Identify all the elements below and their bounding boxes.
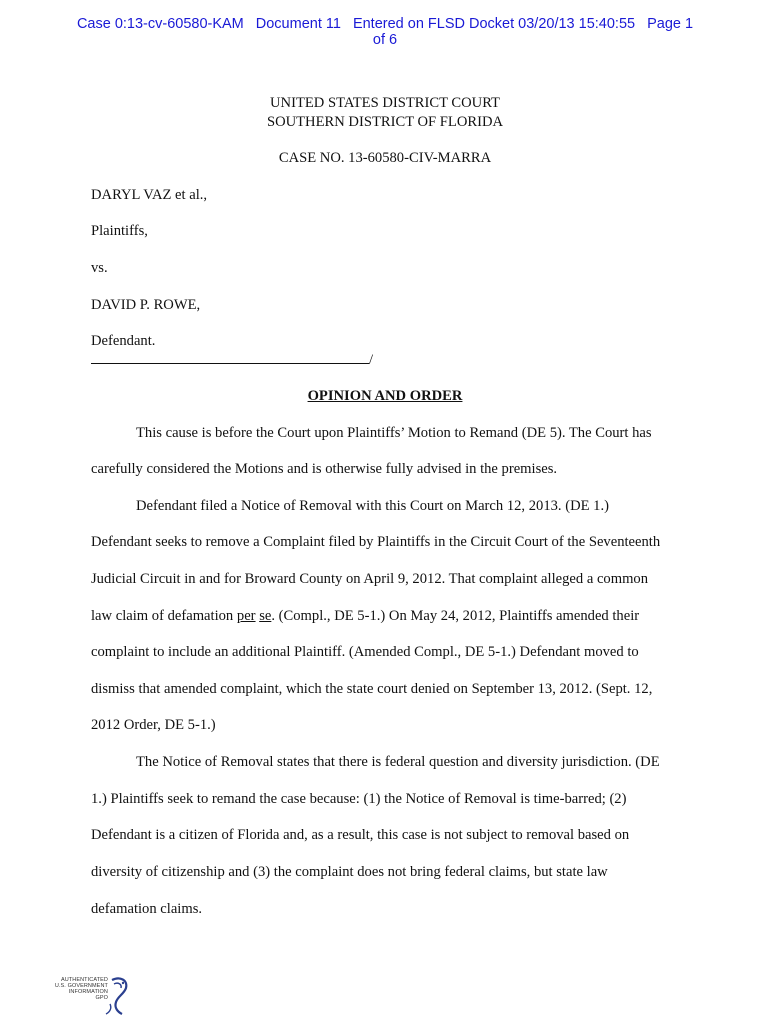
page-number-stamp: Page 1 xyxy=(647,16,694,32)
text-run: law claim of defamation xyxy=(91,608,237,624)
plaintiff-role: Plaintiffs, xyxy=(91,223,148,239)
page-count-stamp: of 6 xyxy=(372,32,398,48)
paragraph-line: Defendant seeks to remove a Complaint filed by Plaintiffs in the Circuit Court of the Seventeenth xyxy=(91,534,661,550)
paragraph-line: complaint to include an additional Plaintiff. (Amended Compl., DE 5-1.) Defendant moved to xyxy=(91,644,639,660)
text-run: . (Compl., DE 5-1.) On May 24, 2012, Plaintiffs amended their xyxy=(271,608,640,624)
court-district: SOUTHERN DISTRICT OF FLORIDA xyxy=(266,114,504,130)
caption-underline xyxy=(91,351,369,364)
caption-rule xyxy=(91,351,373,369)
gpo-logo-line: AUTHENTICATED xyxy=(60,977,108,983)
defendant-name: DAVID P. ROWE, xyxy=(91,297,201,313)
paragraph-line: diversity of citizenship and (3) the complaint does not bring federal claims, but state law xyxy=(91,864,608,880)
paragraph-line xyxy=(91,607,681,625)
docket-header xyxy=(0,16,770,48)
paragraph-line: 2012 Order, DE 5-1.) xyxy=(91,717,216,733)
paragraph-line: The Notice of Removal states that there is federal question and diversity jurisdiction. (DE xyxy=(136,754,660,770)
eagle-icon xyxy=(44,974,134,1018)
gpo-logo-line: U.S. GOVERNMENT xyxy=(54,983,108,989)
caption-slash: / xyxy=(369,352,374,368)
paragraph-line: defamation claims. xyxy=(91,901,203,917)
gpo-logo-line: GPO xyxy=(95,995,108,1001)
defendant-role: Defendant. xyxy=(91,333,156,349)
paragraph-line: carefully considered the Motions and is otherwise fully advised in the premises. xyxy=(91,461,558,477)
gpo-logo-line: INFORMATION xyxy=(68,989,108,995)
gpo-authentication-logo xyxy=(44,974,134,1018)
document-number-stamp: Document 11 xyxy=(255,16,341,32)
court-title xyxy=(0,94,770,132)
paragraph-line: dismiss that amended complaint, which the state court denied on September 13, 2012. (Sept. 12, xyxy=(91,681,653,697)
case-number: CASE NO. 13-60580-CIV-MARRA xyxy=(278,150,492,166)
court-name: UNITED STATES DISTRICT COURT xyxy=(270,95,500,111)
case-number-stamp: Case 0:13-cv-60580-KAM xyxy=(76,16,244,32)
docket-header-line1 xyxy=(0,16,770,32)
versus-label: vs. xyxy=(91,260,108,276)
latin-se: se xyxy=(259,608,272,624)
latin-per: per xyxy=(236,608,256,624)
paragraph-line: Defendant is a citizen of Florida and, as a result, this case is not subject to removal based on xyxy=(91,827,630,843)
paragraph-line: 1.) Plaintiffs seek to remand the case because: (1) the Notice of Removal is time-barred; (2) xyxy=(91,791,627,807)
paragraph-line: This cause is before the Court upon Plaintiffs’ Motion to Remand (DE 5). The Court has xyxy=(136,425,652,441)
opinion-title: OPINION AND ORDER xyxy=(307,388,463,404)
paragraph-line: Defendant filed a Notice of Removal with this Court on March 12, 2013. (DE 1.) xyxy=(136,498,609,514)
entered-stamp: Entered on FLSD Docket 03/20/13 15:40:55 xyxy=(352,16,636,32)
paragraph-line: Judicial Circuit in and for Broward County on April 9, 2012. That complaint alleged a common xyxy=(91,571,649,587)
plaintiff-name: DARYL VAZ et al., xyxy=(91,187,208,203)
